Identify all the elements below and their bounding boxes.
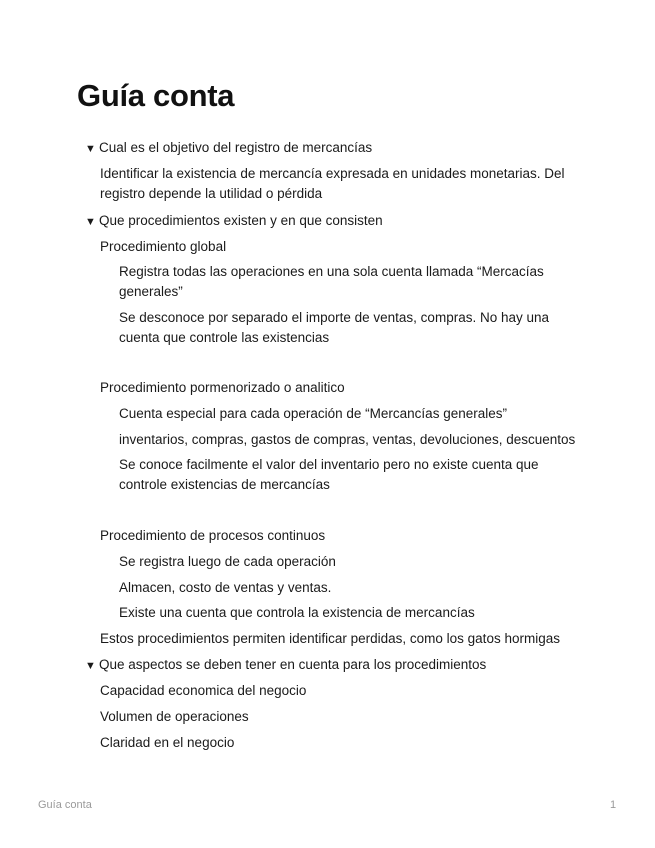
paragraph-note: Estos procedimientos permiten identificar perdidas, como los gatos hormigas bbox=[100, 631, 560, 646]
toggle-heading: Cual es el objetivo del registro de mercancías bbox=[99, 140, 373, 155]
triangle-down-icon: ▼ bbox=[85, 660, 96, 672]
subheading-global: Procedimiento global bbox=[100, 239, 227, 254]
list-item: inventarios, compras, gastos de compras, ventas, devoluciones, descuentos bbox=[119, 432, 576, 447]
list-item: Se registra luego de cada operación bbox=[119, 554, 336, 569]
list-item: Volumen de operaciones bbox=[100, 709, 249, 724]
triangle-down-icon: ▼ bbox=[85, 143, 96, 155]
list-item: Se desconoce por separado el importe de ventas, compras. No hay una cuenta que controle las existencias bbox=[119, 310, 550, 345]
list-item: Cuenta especial para cada operación de “Mercancías generales” bbox=[119, 406, 507, 421]
list-item: Se conoce facilmente el valor del inventario pero no existe cuenta que controle existencias de mercancías bbox=[119, 457, 539, 492]
toggle-heading: Que aspectos se deben tener en cuenta para los procedimientos bbox=[99, 657, 487, 672]
toggle-procedimientos[interactable] bbox=[85, 211, 383, 232]
list-item: Claridad en el negocio bbox=[100, 735, 235, 750]
list-item: Capacidad economica del negocio bbox=[100, 683, 307, 698]
list-item: Registra todas las operaciones en una sola cuenta llamada “Mercacías generales” bbox=[119, 264, 544, 299]
list-item: Existe una cuenta que controla la existencia de mercancías bbox=[119, 605, 475, 620]
page-title: Guía conta bbox=[77, 78, 235, 113]
toggle-objetivo[interactable] bbox=[85, 138, 372, 159]
toggle-heading: Que procedimientos existen y en que consisten bbox=[99, 213, 383, 228]
subheading-analitico: Procedimiento pormenorizado o analitico bbox=[100, 380, 345, 395]
footer-doc-name: Guía conta bbox=[38, 799, 92, 811]
list-item: Almacen, costo de ventas y ventas. bbox=[119, 580, 332, 595]
toggle-aspectos[interactable] bbox=[85, 655, 486, 676]
subheading-continuos: Procedimiento de procesos continuos bbox=[100, 528, 326, 543]
paragraph-objetivo: Identificar la existencia de mercancía expresada en unidades monetarias. Del registro depende la utilidad o pérdida bbox=[100, 166, 565, 201]
triangle-down-icon: ▼ bbox=[85, 216, 96, 228]
footer-page-number: 1 bbox=[610, 799, 617, 811]
